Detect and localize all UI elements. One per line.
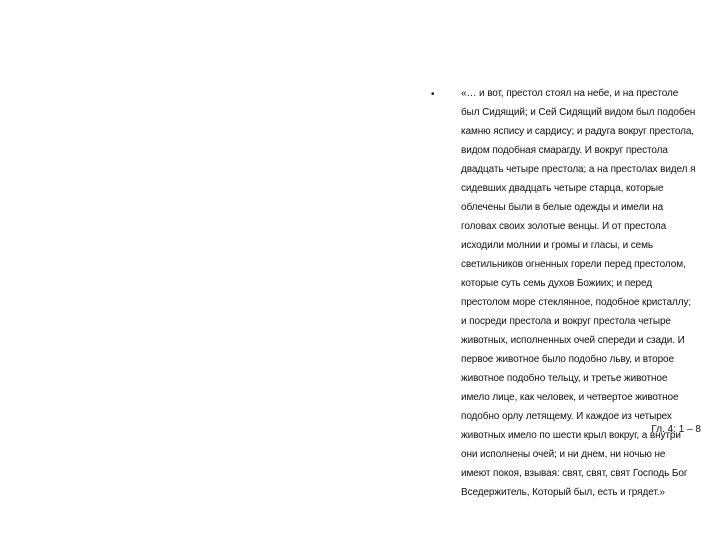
- scripture-reference: Гл. 4: 1 – 8: [651, 424, 701, 435]
- quote-line: подобно орлу летящему. И каждое из четырех: [461, 411, 672, 422]
- quote-line: «… и вот, престол стоял на небе, и на престоле: [461, 88, 679, 99]
- quote-line: животное подобно тельцу, и третье животное: [461, 373, 668, 384]
- quote-line: камню яспису и сардису; и радуга вокруг престола,: [461, 126, 694, 137]
- quote-line: которые суть семь духов Божиих; и перед: [461, 278, 652, 289]
- quote-line: двадцать четыре престола; а на престолах видел я: [461, 164, 696, 175]
- quote-line: и посреди престола и вокруг престола четыре: [461, 316, 671, 327]
- quote-line: был Сидящий; и Сей Сидящий видом был подобен: [461, 107, 696, 118]
- quote-line: животных имело по шести крыл вокруг, а внутри: [461, 430, 681, 441]
- quote-line: светильников огненных горели перед престолом,: [461, 259, 686, 270]
- quote-line: животных, исполненных очей спереди и сзади. И: [461, 335, 685, 346]
- quote-line: головах своих золотые венцы. И от престола: [461, 221, 667, 232]
- quote-line: они исполнены очей; и ни днем, ни ночью не: [461, 449, 666, 460]
- quote-line: сидевших двадцать четыре старца, которые: [461, 183, 664, 194]
- bullet-marker: •: [431, 89, 435, 100]
- quote-line: исходили молнии и громы и гласы, и семь: [461, 240, 653, 251]
- quote-line: престолом море стеклянное, подобное кристаллу;: [461, 297, 692, 308]
- quote-line: первое животное было подобно льву, и второе: [461, 354, 674, 365]
- quote-line: имело лице, как человек, и четвертое животное: [461, 392, 679, 403]
- quote-line: облечены были в белые одежды и имели на: [461, 202, 664, 213]
- quote-text-block: [461, 84, 707, 502]
- quote-line: видом подобная смарагду. И вокруг престола: [461, 145, 668, 156]
- quote-line: Вседержитель, Который был, есть и грядет.»: [461, 487, 665, 498]
- quote-line: имеют покоя, взывая: свят, свят, свят Господь Бог: [461, 468, 688, 479]
